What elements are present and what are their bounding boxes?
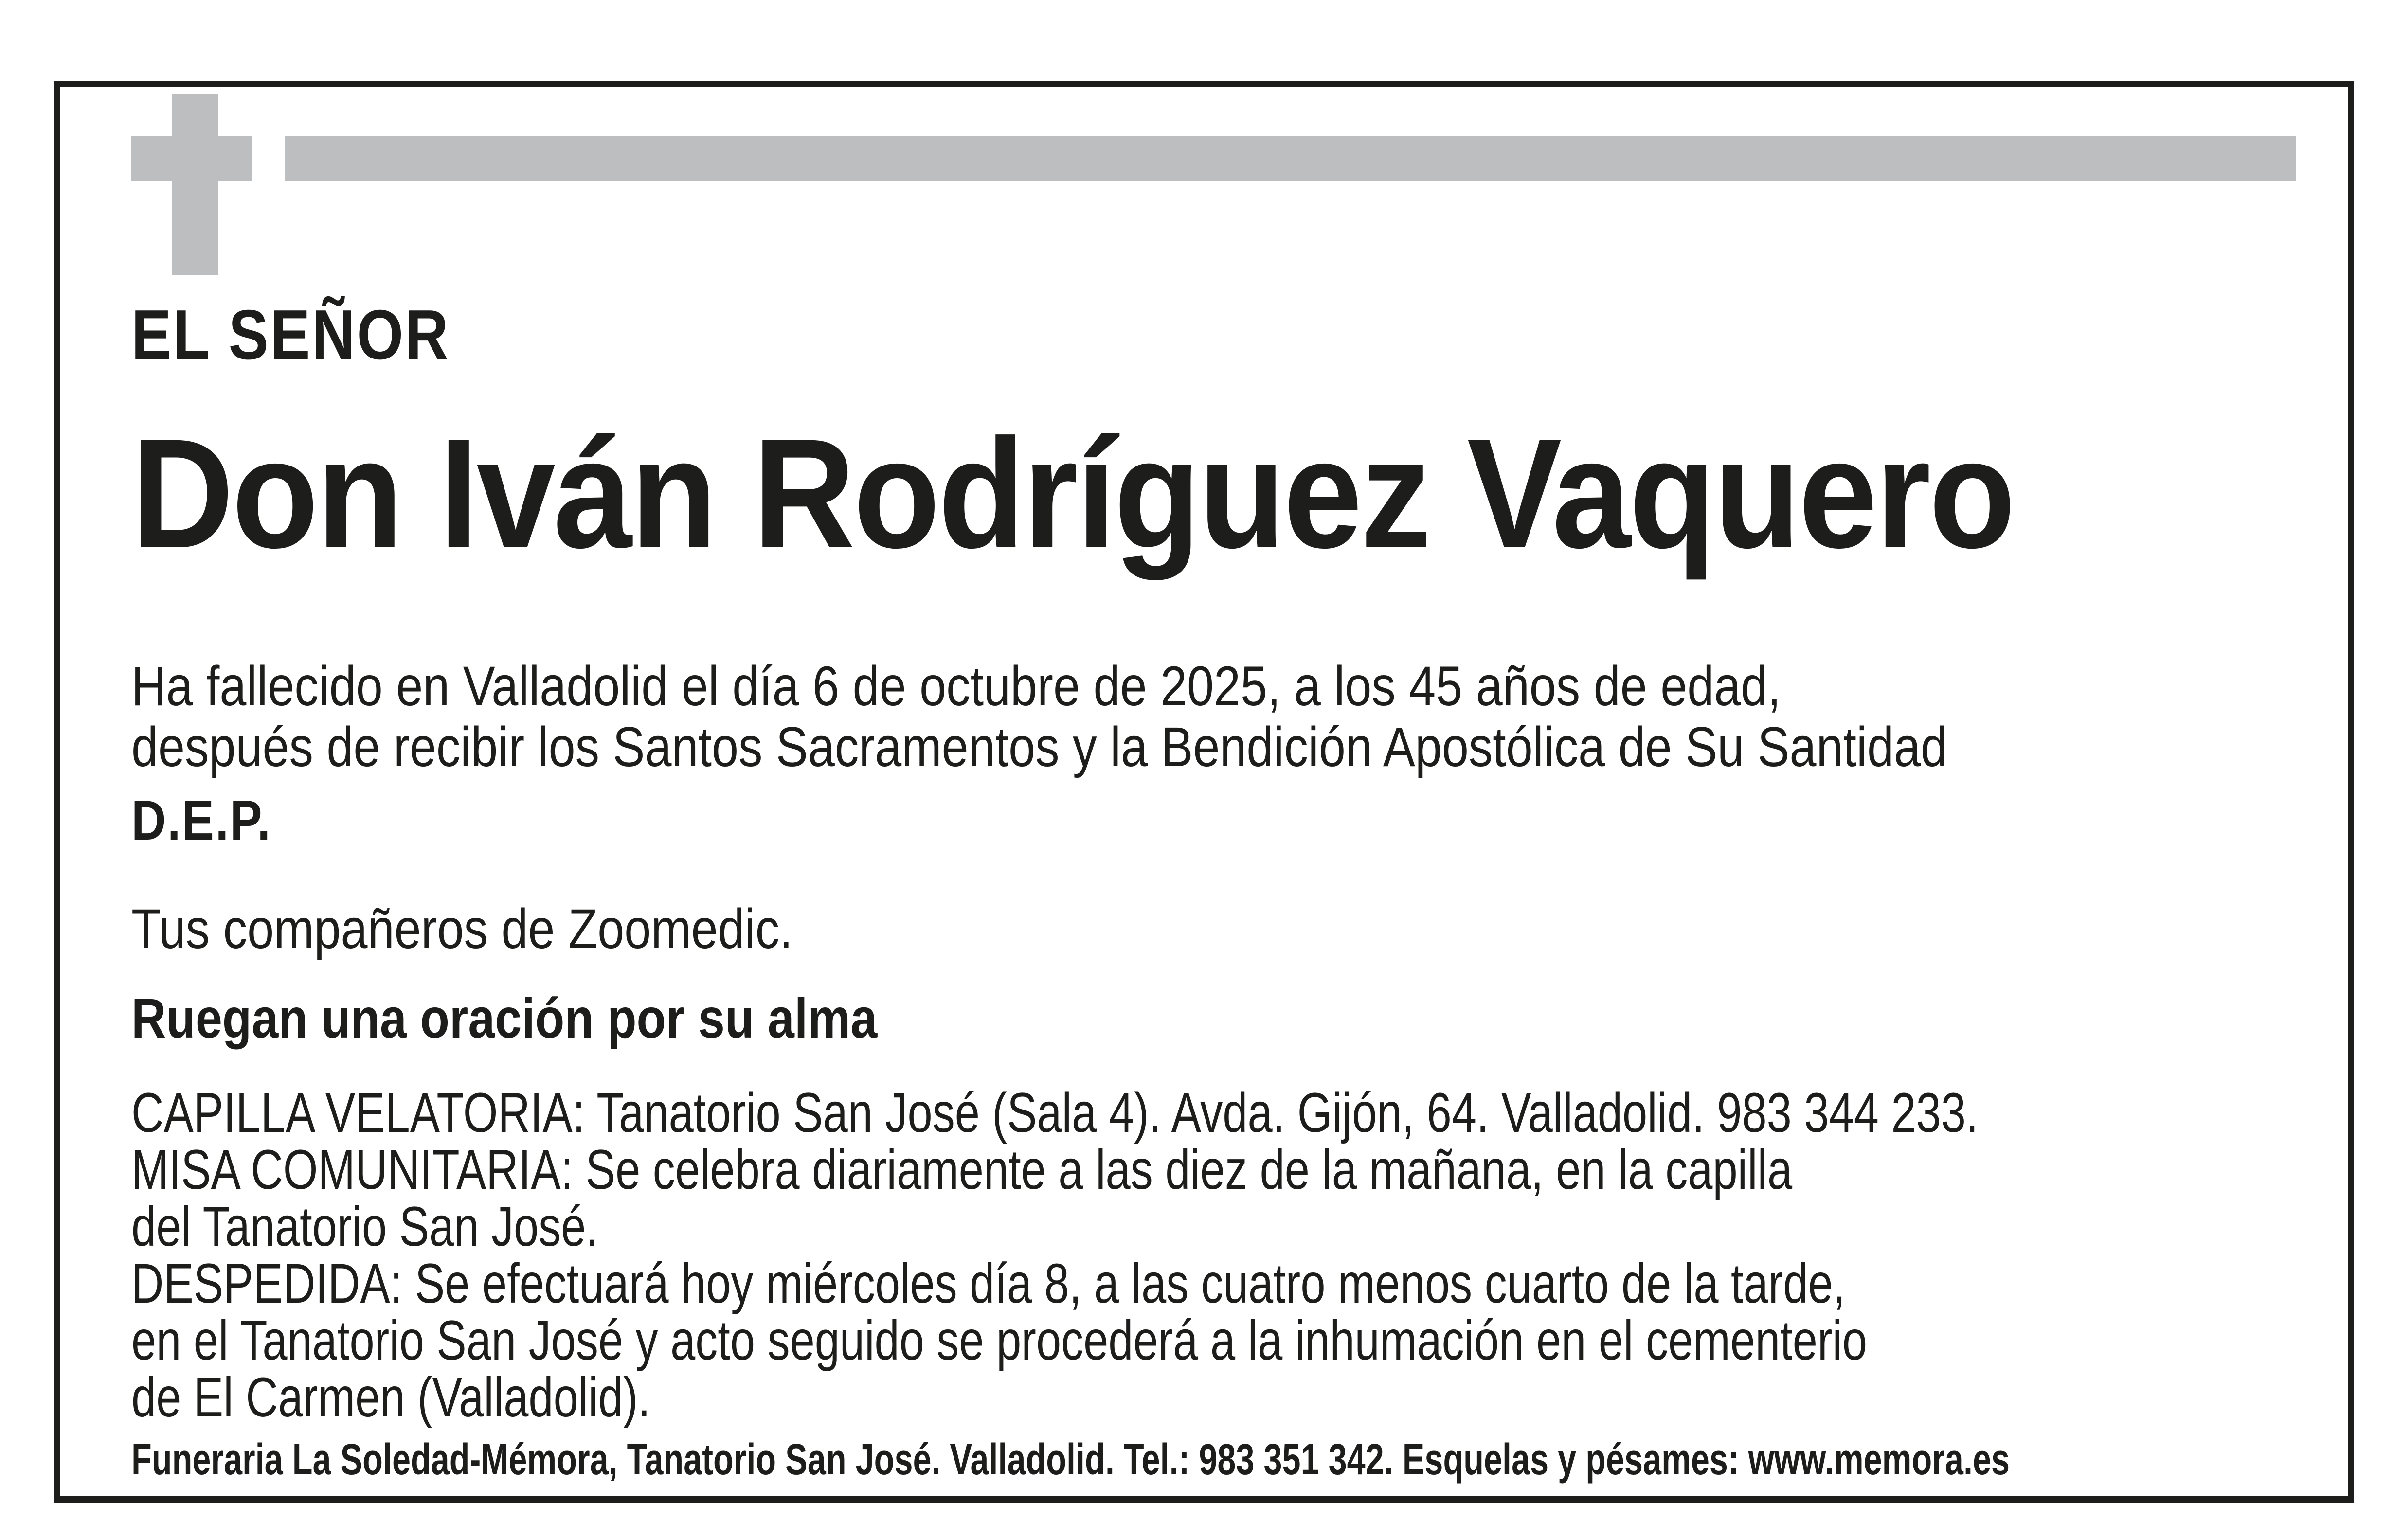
detail-line-despedida-end: de El Carmen (Valladolid). (131, 1366, 650, 1429)
mourners-text: Tus compañeros de Zoomedic. (131, 898, 793, 960)
obituary-notice (54, 81, 2354, 1503)
pre-header (131, 295, 506, 374)
detail-line-despedida-cont: en el Tanatorio San José y acto seguido se procederá a la inhumación en el cementerio (131, 1309, 1868, 1372)
detail-line-misa-cont: del Tanatorio San José. (131, 1196, 598, 1258)
detail-line-capilla: CAPILLA VELATORIA: Tanatorio San José (Sala 4). Avda. Gijón, 64. Valladolid. 983 344 233. (131, 1082, 1979, 1144)
death-announcement (131, 656, 2243, 778)
death-announcement-line-2: después de recibir los Santos Sacramentos y la Bendición Apostólica de Su Santidad (131, 716, 1948, 778)
deceased-name-title (131, 406, 2200, 580)
deceased-name-text: Don Iván Rodríguez Vaquero (131, 406, 2014, 580)
prayer-request-text: Ruegan una oración por su alma (131, 987, 878, 1050)
funeral-home-footer-text: Funeraria La Soledad-Mémora, Tanatorio San José. Valladolid. Tel.: 983 351 342. Esquelas y pésames: www.memora.es (131, 1435, 2010, 1484)
funeral-home-footer (131, 1437, 2394, 1483)
cross-icon-arm (131, 136, 252, 181)
death-announcement-line-1: Ha fallecido en Valladolid el día 6 de octubre de 2025, a los 45 años de edad, (131, 655, 1781, 717)
ceremony-details (131, 1082, 2394, 1429)
pre-header-text: EL SEÑOR (131, 295, 450, 374)
detail-line-misa: MISA COMUNITARIA: Se celebra diariamente a las diez de la mañana, en la capilla (131, 1139, 1793, 1201)
header-divider-bar (285, 136, 2296, 181)
cross-icon (172, 94, 218, 275)
prayer-request-line (131, 988, 999, 1049)
rip-abbreviation (131, 790, 295, 851)
mourners-line (131, 899, 900, 960)
rip-abbreviation-text: D.E.P. (131, 789, 272, 852)
detail-line-despedida: DESPEDIDA: Se efectuará hoy miércoles día 8, a las cuatro menos cuarto de la tarde, (131, 1253, 1846, 1315)
